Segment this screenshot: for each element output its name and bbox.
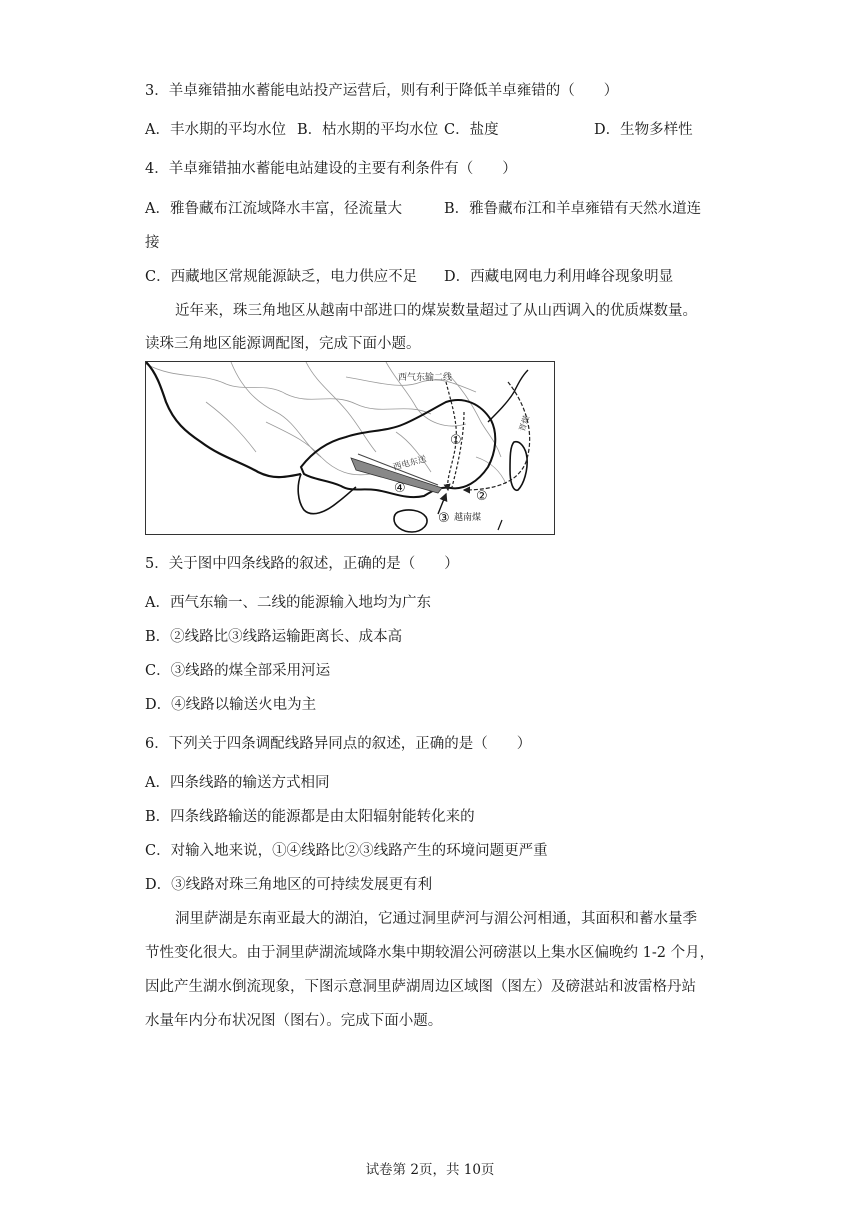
q5-option-d: D．④线路以输送火电为主 — [145, 697, 317, 713]
map-label-vietnam-coal: 越南煤 — [454, 512, 482, 522]
q4-option-d: D．西藏电网电力利用峰谷现象明显 — [444, 269, 674, 285]
q3-option-d: D．生物多样性 — [594, 122, 693, 138]
map-label-west-power: 西电东送 — [391, 453, 428, 472]
route-2-coal-line — [464, 382, 530, 490]
intro2-line3: 因此产生湖水倒流现象，下图示意洞里萨湖周边区域图（图左）及磅湛站和波雷格丹站 — [145, 979, 696, 995]
circle-3: ③ — [438, 511, 450, 526]
q4-stem: 4．羊卓雍错抽水蓄能电站建设的主要有利条件有（ ） — [145, 161, 517, 177]
q6-option-b: B．四条线路输送的能源都是由太阳辐射能转化来的 — [145, 809, 475, 825]
taiwan-island — [510, 442, 527, 491]
intro2-line4: 水量年内分布状况图（图右）。完成下面小题。 — [145, 1013, 443, 1029]
q5-option-a: A．西气东输一、二线的能源输入地均为广东 — [145, 595, 431, 611]
country-border — [146, 362, 301, 477]
q6-stem: 6．下列关于四条调配线路异同点的叙述，正确的是（ ） — [145, 736, 532, 752]
q4-option-a: A．雅鲁藏布江流域降水丰富，径流量大 — [145, 201, 402, 217]
intro1-line1: 近年来，珠三角地区从越南中部进口的煤炭数量超过了从山西调入的优质煤数量。 — [175, 303, 697, 319]
intro2-line2: 节性变化很大。由于洞里萨湖流域降水集中期较湄公河磅湛以上集水区偏晚约 1-2 个月， — [145, 945, 715, 961]
q6-option-c: C．对输入地来说，①④线路比②③线路产生的环境问题更严重 — [145, 843, 548, 859]
intro2-line1: 洞里萨湖是东南亚最大的湖泊，它通过洞里萨河与湄公河相通，其面积和蓄水量季 — [175, 911, 697, 927]
map-label-west-gas: 西气东输二线 — [398, 372, 453, 382]
q3-stem: 3．羊卓雍错抽水蓄能电站投产运营后，则有利于降低羊卓雍错的（ ） — [145, 83, 619, 99]
q4-option-b: B．雅鲁藏布江和羊卓雍错有天然水道连 — [444, 201, 702, 217]
page-footer: 试卷第 2页，共 10页 — [365, 1162, 495, 1178]
coastline-west — [298, 474, 356, 514]
q3-option-a: A．丰水期的平均水位 — [145, 122, 286, 138]
intro1-line2: 读珠三角地区能源调配图，完成下面小题。 — [145, 336, 421, 352]
q4-option-c: C．西藏地区常规能源缺乏，电力供应不足 — [145, 269, 418, 285]
q6-option-d: D．③线路对珠三角地区的可持续发展更有利 — [145, 877, 433, 893]
hainan-island — [394, 510, 427, 532]
q5-option-b: B．②线路比③线路运输距离长、成本高 — [145, 629, 403, 645]
energy-map — [146, 362, 555, 535]
q5-stem: 5．关于图中四条线路的叙述，正确的是（ ） — [145, 556, 459, 572]
circle-2: ② — [476, 489, 488, 504]
q3-option-c: C．盐度 — [444, 122, 499, 138]
map-label-north-coal: 晋煤 — [517, 414, 532, 433]
q4-option-b-continued: 接 — [145, 235, 160, 251]
energy-map-figure — [145, 361, 555, 535]
circle-4: ④ — [394, 481, 406, 496]
circle-1: ① — [450, 433, 462, 448]
q3-option-b: B．枯水期的平均水位 — [297, 122, 439, 138]
q5-option-c: C．③线路的煤全部采用河运 — [145, 663, 331, 679]
q6-option-a: A．四条线路的输送方式相同 — [145, 775, 330, 791]
